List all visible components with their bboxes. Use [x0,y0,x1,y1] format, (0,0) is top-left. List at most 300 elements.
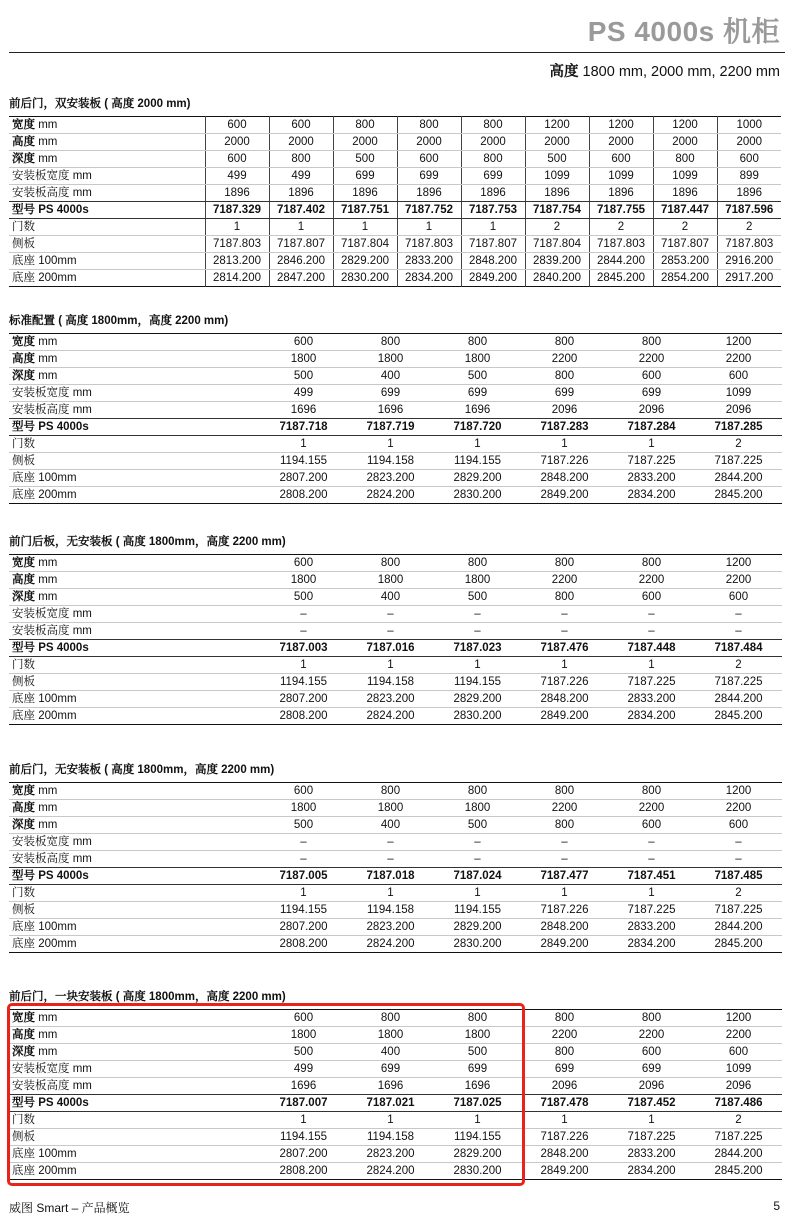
table-cell: 2807.200 [260,691,347,708]
row-label-bold: 高度 [12,353,35,365]
table-cell: 1 [347,657,434,674]
row-label-text: mm [35,336,58,348]
table-cell: 600 [695,368,782,385]
table-cell: – [695,623,782,640]
table-cell: 7187.720 [434,419,521,436]
section-title: 前门后板，无安装板 ( 高度 1800mm，高度 2200 mm) [9,536,286,548]
table-cell: 2 [695,657,782,674]
row-label [9,436,260,453]
row-label [9,800,260,817]
table-cell: 600 [717,151,781,168]
row-label-text: 底座 200mm [12,1165,77,1177]
table-cell: 1896 [269,185,333,202]
table-cell: 2200 [608,800,695,817]
table-cell: 7187.803 [205,236,269,253]
row-label [9,1163,260,1180]
table-cell: 2845.200 [714,489,763,501]
table-cell: 2000 [269,134,333,151]
title-divider [9,52,785,53]
table-row [9,185,781,202]
table-cell: – [347,606,434,623]
table-row [9,657,782,674]
table-cell: 2096 [521,1078,608,1095]
table-cell: 1800 [434,351,521,368]
row-label [9,834,260,851]
table-cell: 2200 [521,572,608,589]
table-cell: – [608,851,695,868]
table-cell: 7187.751 [333,202,397,219]
table-row [9,606,782,623]
row-label-bold: 宽度 [12,336,35,348]
row-label-bold: 深度 [12,819,35,831]
table-row [9,783,782,800]
row-label-text: mm [35,1029,58,1041]
table-cell: 800 [347,783,434,800]
table-row [9,487,782,504]
table-cell: – [434,606,521,623]
row-label [9,1027,260,1044]
table-cell: 600 [608,1044,695,1061]
table-row [9,834,782,851]
row-label-text: 安装板宽度 mm [12,836,92,848]
table-cell: 500 [260,589,347,606]
table-cell: 7187.451 [608,868,695,885]
table-cell: 2848.200 [521,691,608,708]
table-cell: 800 [521,555,608,572]
table-cell: 699 [521,1061,608,1078]
table-cell: 2200 [608,351,695,368]
table-cell: 2917.200 [717,270,781,287]
row-label [9,134,205,151]
table-cell: 800 [608,1010,695,1027]
section-title: 标准配置 ( 高度 1800mm，高度 2200 mm) [9,315,229,327]
section-title: 前后门，双安装板 ( 高度 2000 mm) [9,98,191,110]
table-cell: 800 [608,555,695,572]
table-cell: 2834.200 [627,710,676,722]
table-cell: 800 [333,117,397,134]
table-row [9,202,781,219]
table-cell: 2 [695,885,782,902]
spec-table [9,554,782,725]
row-label-text: mm [35,557,58,569]
row-label [9,606,260,623]
row-label-text: 底座 200mm [12,272,77,284]
table-cell: 1800 [347,572,434,589]
table-row [9,555,782,572]
row-label [9,168,205,185]
table-cell: 699 [521,385,608,402]
table-cell: 1194.155 [434,902,521,919]
table-cell: 1800 [260,572,347,589]
table-cell: 499 [260,1061,347,1078]
footer-text: 威图 Smart – 产品概览 [9,1201,130,1215]
table-cell: 2096 [521,402,608,419]
table-row [9,134,781,151]
row-label-bold: 高度 [12,1029,35,1041]
table-cell: 2807.200 [260,919,347,936]
table-cell: 7187.803 [589,236,653,253]
table-cell: 699 [461,168,525,185]
table-cell: 2849.200 [540,489,589,501]
row-label-text: 侧板 [12,1131,35,1143]
table-cell: 800 [608,783,695,800]
table-cell: 2848.200 [461,253,525,270]
table-cell: 2833.200 [608,919,695,936]
table-cell: 7187.807 [269,236,333,253]
table-cell: 2823.200 [347,470,434,487]
row-label-text: 底座 200mm [12,489,77,501]
table-cell: 2096 [608,1078,695,1095]
table-cell: 1 [347,885,434,902]
table-cell: 7187.016 [347,640,434,657]
table-cell: 1896 [525,185,589,202]
table-cell: – [434,851,521,868]
table-cell: 600 [695,817,782,834]
table-cell: – [347,851,434,868]
row-label-bold: 深度 [12,1046,35,1058]
table-row [9,1112,782,1129]
table-cell: 2000 [717,134,781,151]
table-cell: 1 [434,1112,521,1129]
table-cell: 1200 [525,117,589,134]
table-cell: 2200 [695,800,782,817]
row-label [9,236,205,253]
row-label-text: 安装板高度 mm [12,1080,92,1092]
table-cell: 1 [521,657,608,674]
table-cell: 500 [260,368,347,385]
table-cell: – [347,834,434,851]
table-cell: 7187.329 [205,202,269,219]
table-cell: 1696 [260,402,347,419]
row-label [9,1112,260,1129]
table-cell: 7187.754 [525,202,589,219]
row-label-bold: 型号 PS 4000s [12,421,89,433]
table-cell: 400 [347,817,434,834]
table-cell: 1 [205,219,269,236]
table-cell: 1 [333,219,397,236]
table-cell: 7187.484 [695,640,782,657]
table-cell: 2829.200 [434,919,521,936]
table-row [9,253,781,270]
table-row [9,1010,782,1027]
table-cell: – [260,606,347,623]
table-cell: 7187.478 [521,1095,608,1112]
table-cell: 7187.807 [653,236,717,253]
section-title: 前后门，无安装板 ( 高度 1800mm，高度 2200 mm) [9,764,275,776]
row-label-text: 门数 [12,1114,35,1126]
table-cell: 7187.018 [347,868,434,885]
table-cell: 1 [347,436,434,453]
table-cell: 500 [260,817,347,834]
table-cell: 1200 [695,555,782,572]
table-cell: 899 [717,168,781,185]
table-cell: 699 [347,385,434,402]
row-label-text: 安装板宽度 mm [12,608,92,620]
table-cell: 600 [608,817,695,834]
row-label-text: mm [35,119,58,131]
table-cell: 7187.007 [260,1095,347,1112]
table-cell: 1 [347,1112,434,1129]
table-cell: 2916.200 [717,253,781,270]
table-cell: 2845.200 [714,710,763,722]
table-row [9,800,782,817]
table-row [9,1146,782,1163]
table-cell: 2808.200 [279,710,328,722]
table-cell: 2823.200 [347,919,434,936]
table-row [9,117,781,134]
table-cell: 2849.200 [540,1165,589,1177]
table-cell: 7187.003 [260,640,347,657]
table-cell: 7187.021 [347,1095,434,1112]
table-cell: – [608,623,695,640]
row-label [9,885,260,902]
table-cell: 600 [260,334,347,351]
row-label-text: 底座 100mm [12,472,77,484]
table-cell: 2848.200 [521,470,608,487]
table-cell: 2839.200 [525,253,589,270]
height-subtitle [550,60,780,81]
table-cell: 800 [521,1044,608,1061]
table-cell: 1 [434,657,521,674]
row-label-bold: 深度 [12,591,35,603]
table-cell: 1000 [717,117,781,134]
table-cell: 7187.226 [521,902,608,919]
table-cell: 2000 [589,134,653,151]
row-label-text: 门数 [12,438,35,450]
table-cell: 1194.155 [260,902,347,919]
table-cell: 2000 [333,134,397,151]
row-label-bold: 高度 [12,136,35,148]
row-label-bold: 型号 PS 4000s [12,642,89,654]
table-cell: – [695,834,782,851]
table-cell: 1800 [347,800,434,817]
table-cell: 699 [434,385,521,402]
table-cell: 2833.200 [397,253,461,270]
row-label-text: mm [35,591,58,603]
row-label-text: 侧板 [12,676,35,688]
table-cell: 800 [521,1010,608,1027]
table-cell: 2849.200 [540,710,589,722]
table-cell: 800 [521,334,608,351]
row-label-text: 底座 100mm [12,1148,77,1160]
table-cell: – [521,623,608,640]
row-label [9,902,260,919]
table-cell: 7187.485 [695,868,782,885]
table-cell: 7187.226 [521,674,608,691]
row-label-text: mm [35,574,58,586]
row-label-bold: 深度 [12,370,35,382]
table-cell: 500 [434,368,521,385]
table-row [9,1061,782,1078]
table-cell: 1800 [260,1027,347,1044]
row-label-text: 底座 200mm [12,938,77,950]
spec-table [9,782,782,953]
table-cell: 7187.476 [521,640,608,657]
table-row [9,151,781,168]
row-label-text: 安装板高度 mm [12,187,92,199]
row-label-text: mm [35,153,58,165]
page-number: 5 [773,1199,780,1213]
table-row [9,572,782,589]
table-cell: – [695,851,782,868]
table-cell: 1696 [347,402,434,419]
table-cell: 1200 [653,117,717,134]
table-row [9,419,782,436]
subtitle-value: 1800 mm, 2000 mm, 2200 mm [582,64,780,80]
table-cell: 1 [608,1112,695,1129]
row-label [9,817,260,834]
row-label [9,1078,260,1095]
row-label [9,185,205,202]
row-label [9,351,260,368]
table-row [9,708,782,725]
table-cell: 1194.155 [260,674,347,691]
table-cell: – [608,834,695,851]
table-cell: 2834.200 [627,1165,676,1177]
table-cell: 7187.024 [434,868,521,885]
table-cell: 499 [205,168,269,185]
table-row [9,351,782,368]
table-cell: 2823.200 [347,691,434,708]
table-cell: 2834.200 [627,938,676,950]
table-cell: 699 [333,168,397,185]
table-cell: 2200 [608,572,695,589]
table-cell: 2830.200 [333,270,397,287]
table-cell: 1194.158 [347,902,434,919]
row-label [9,783,260,800]
table-cell: 1896 [589,185,653,202]
row-label-text: 安装板高度 mm [12,404,92,416]
table-cell: 1200 [695,334,782,351]
row-label-text: 安装板宽度 mm [12,1063,92,1075]
table-row [9,674,782,691]
table-cell: 2830.200 [453,710,502,722]
table-cell: 1 [521,1112,608,1129]
table-cell: 600 [608,589,695,606]
table-cell: 1 [608,436,695,453]
table-cell: 1800 [260,351,347,368]
table-cell: 2813.200 [205,253,269,270]
row-label-text: 安装板高度 mm [12,853,92,865]
table-cell: 800 [521,368,608,385]
table-cell: 7187.452 [608,1095,695,1112]
row-label [9,1061,260,1078]
table-cell: 2833.200 [608,470,695,487]
row-label [9,151,205,168]
table-cell: 2853.200 [653,253,717,270]
table-cell: 7187.226 [521,1129,608,1146]
table-cell: 1194.155 [434,1129,521,1146]
table-cell: 2 [589,219,653,236]
table-cell: 7187.225 [695,1129,782,1146]
table-cell: 1696 [347,1078,434,1095]
table-cell: 2807.200 [260,1146,347,1163]
row-label-text: mm [35,802,58,814]
table-cell: 2096 [608,402,695,419]
table-cell: 1896 [333,185,397,202]
table-cell: – [521,834,608,851]
row-label [9,589,260,606]
page-title: PS 4000s 机柜 [587,16,780,47]
row-label [9,1044,260,1061]
row-label [9,419,260,436]
table-cell: 1 [521,885,608,902]
table-cell: 600 [695,1044,782,1061]
row-label [9,334,260,351]
table-cell: 7187.225 [695,902,782,919]
table-cell: 2 [717,219,781,236]
row-label-text: 底座 100mm [12,255,77,267]
table-cell: 1200 [695,783,782,800]
row-label [9,851,260,868]
table-cell: – [521,606,608,623]
table-cell: – [434,623,521,640]
table-row [9,640,782,657]
table-row [9,1027,782,1044]
table-cell: 2824.200 [366,710,415,722]
table-row [9,1044,782,1061]
table-cell: – [608,606,695,623]
row-label [9,253,205,270]
table-cell: 2808.200 [279,1165,328,1177]
table-cell: 2000 [461,134,525,151]
table-cell: 7187.477 [521,868,608,885]
row-label-text: mm [35,136,58,148]
table-cell: 2845.200 [714,1165,763,1177]
row-label [9,623,260,640]
table-cell: 7187.005 [260,868,347,885]
row-label-text: 安装板宽度 mm [12,387,92,399]
table-cell: 2000 [205,134,269,151]
table-cell: 2000 [397,134,461,151]
table-cell: 2846.200 [269,253,333,270]
table-cell: 500 [260,1044,347,1061]
table-cell: 600 [269,117,333,134]
row-label-text: 侧板 [12,238,35,250]
row-label-bold: 高度 [12,802,35,814]
subtitle-label: 高度 [549,64,579,80]
table-cell: 1 [260,657,347,674]
row-label [9,1010,260,1027]
table-cell: 400 [347,589,434,606]
table-cell: 699 [608,1061,695,1078]
table-cell: 1 [260,436,347,453]
table-row [9,1095,782,1112]
table-cell: – [260,623,347,640]
table-cell: 7187.753 [461,202,525,219]
table-cell: 1800 [434,572,521,589]
table-cell: 2845.200 [714,938,763,950]
table-cell: 800 [434,555,521,572]
table-row [9,885,782,902]
table-cell: 1 [461,219,525,236]
table-cell: 2845.200 [589,270,653,287]
table-cell: 800 [461,117,525,134]
table-cell: 7187.804 [525,236,589,253]
table-cell: 7187.283 [521,419,608,436]
table-cell: 600 [695,589,782,606]
table-cell: 7187.225 [608,902,695,919]
row-label-text: mm [35,1046,58,1058]
table-cell: 2000 [525,134,589,151]
row-label-bold: 宽度 [12,557,35,569]
table-cell: 7187.718 [260,419,347,436]
table-cell: 800 [397,117,461,134]
table-cell: 1194.158 [347,453,434,470]
table-cell: 2849.200 [461,270,525,287]
table-cell: 2824.200 [366,489,415,501]
table-cell: 800 [461,151,525,168]
